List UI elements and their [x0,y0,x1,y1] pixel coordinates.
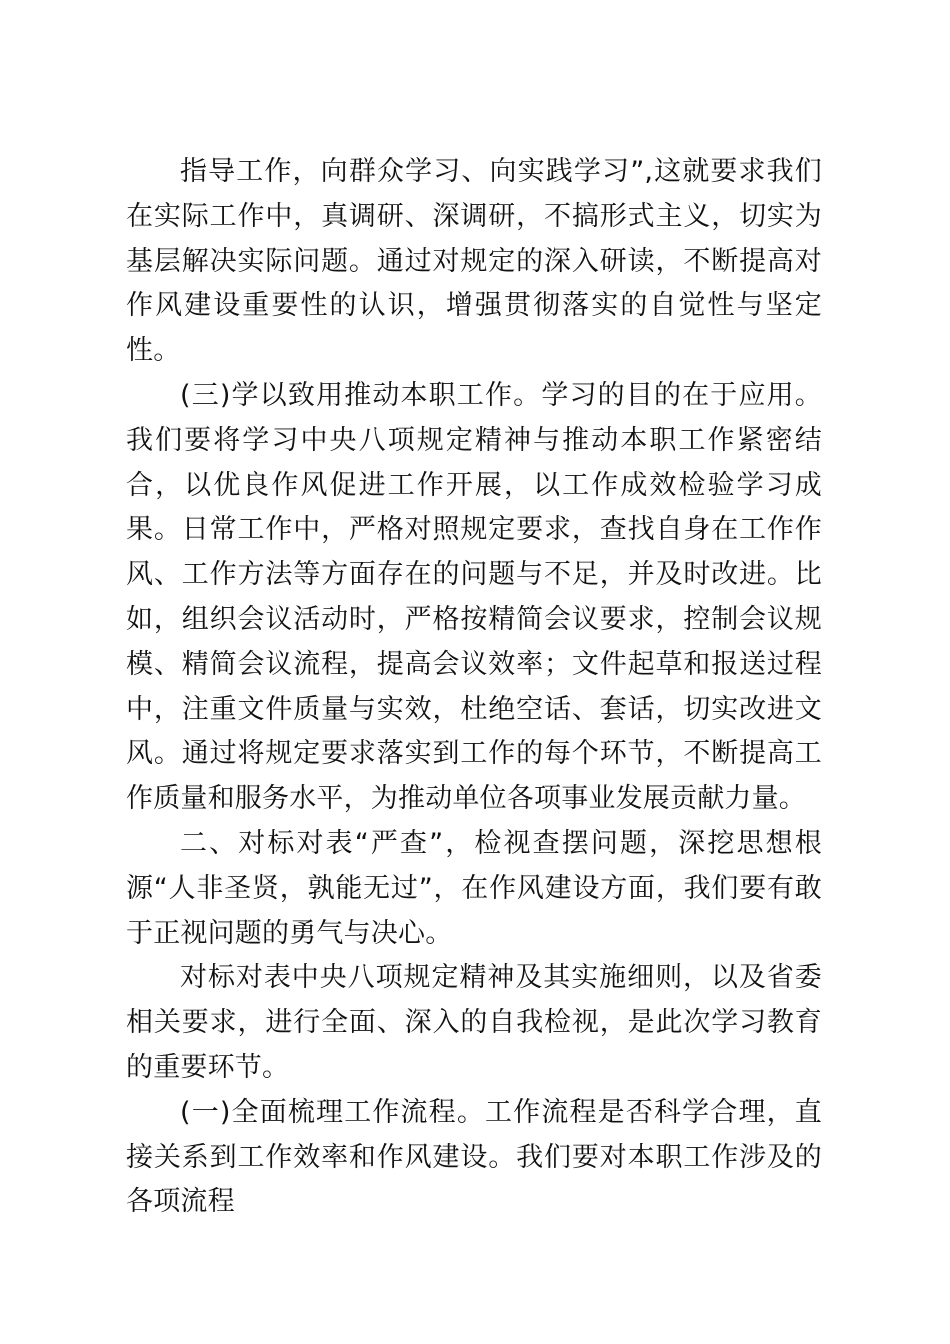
paragraph-5: (一)全面梳理工作流程。工作流程是否科学合理，直接关系到工作效率和作风建设。我们要对本职工作涉及的各项流程 [126,1096,822,1218]
document-body [126,150,822,1225]
paragraph-3: 二、对标对表“严查”，检视查摆问题，深挖思想根源“人非圣贤，孰能无过”，在作风建设方面，我们要有敢于正视问题的勇气与决心。 [126,827,822,949]
paragraph-1: 指导工作，向群众学习、向实践学习”,这就要求我们在实际工作中，真调研、深调研，不搞形式主义，切实为基层解决实际问题。通过对规定的深入研读，不断提高对作风建设重要性的认识，增强贯彻落实的自觉性与坚定性。 [126,156,822,367]
paragraph-4: 对标对表中央八项规定精神及其实施细则，以及省委相关要求，进行全面、深入的自我检视，是此次学习教育的重要环节。 [126,962,822,1083]
paragraph-2: (三)学以致用推动本职工作。学习的目的在于应用。我们要将学习中央八项规定精神与推动本职工作紧密结合，以优良作风促进工作开展，以工作成效检验学习成果。日常工作中，严格对照规定要求，查找自身在工作作风、工作方法等方面存在的问题与不足，并及时改进。比如，组织会议活动时，严格按精简会议要求，控制会议规模、精简会议流程，提高会议效率；文件起草和报送过程中，注重文件质量与实效，杜绝空话、套话，切实改进文风。通过将规定要求落实到工作的每个环节，不断提高工作质量和服务水平，为推动单位各项事业发展贡献力量。 [126,379,822,815]
